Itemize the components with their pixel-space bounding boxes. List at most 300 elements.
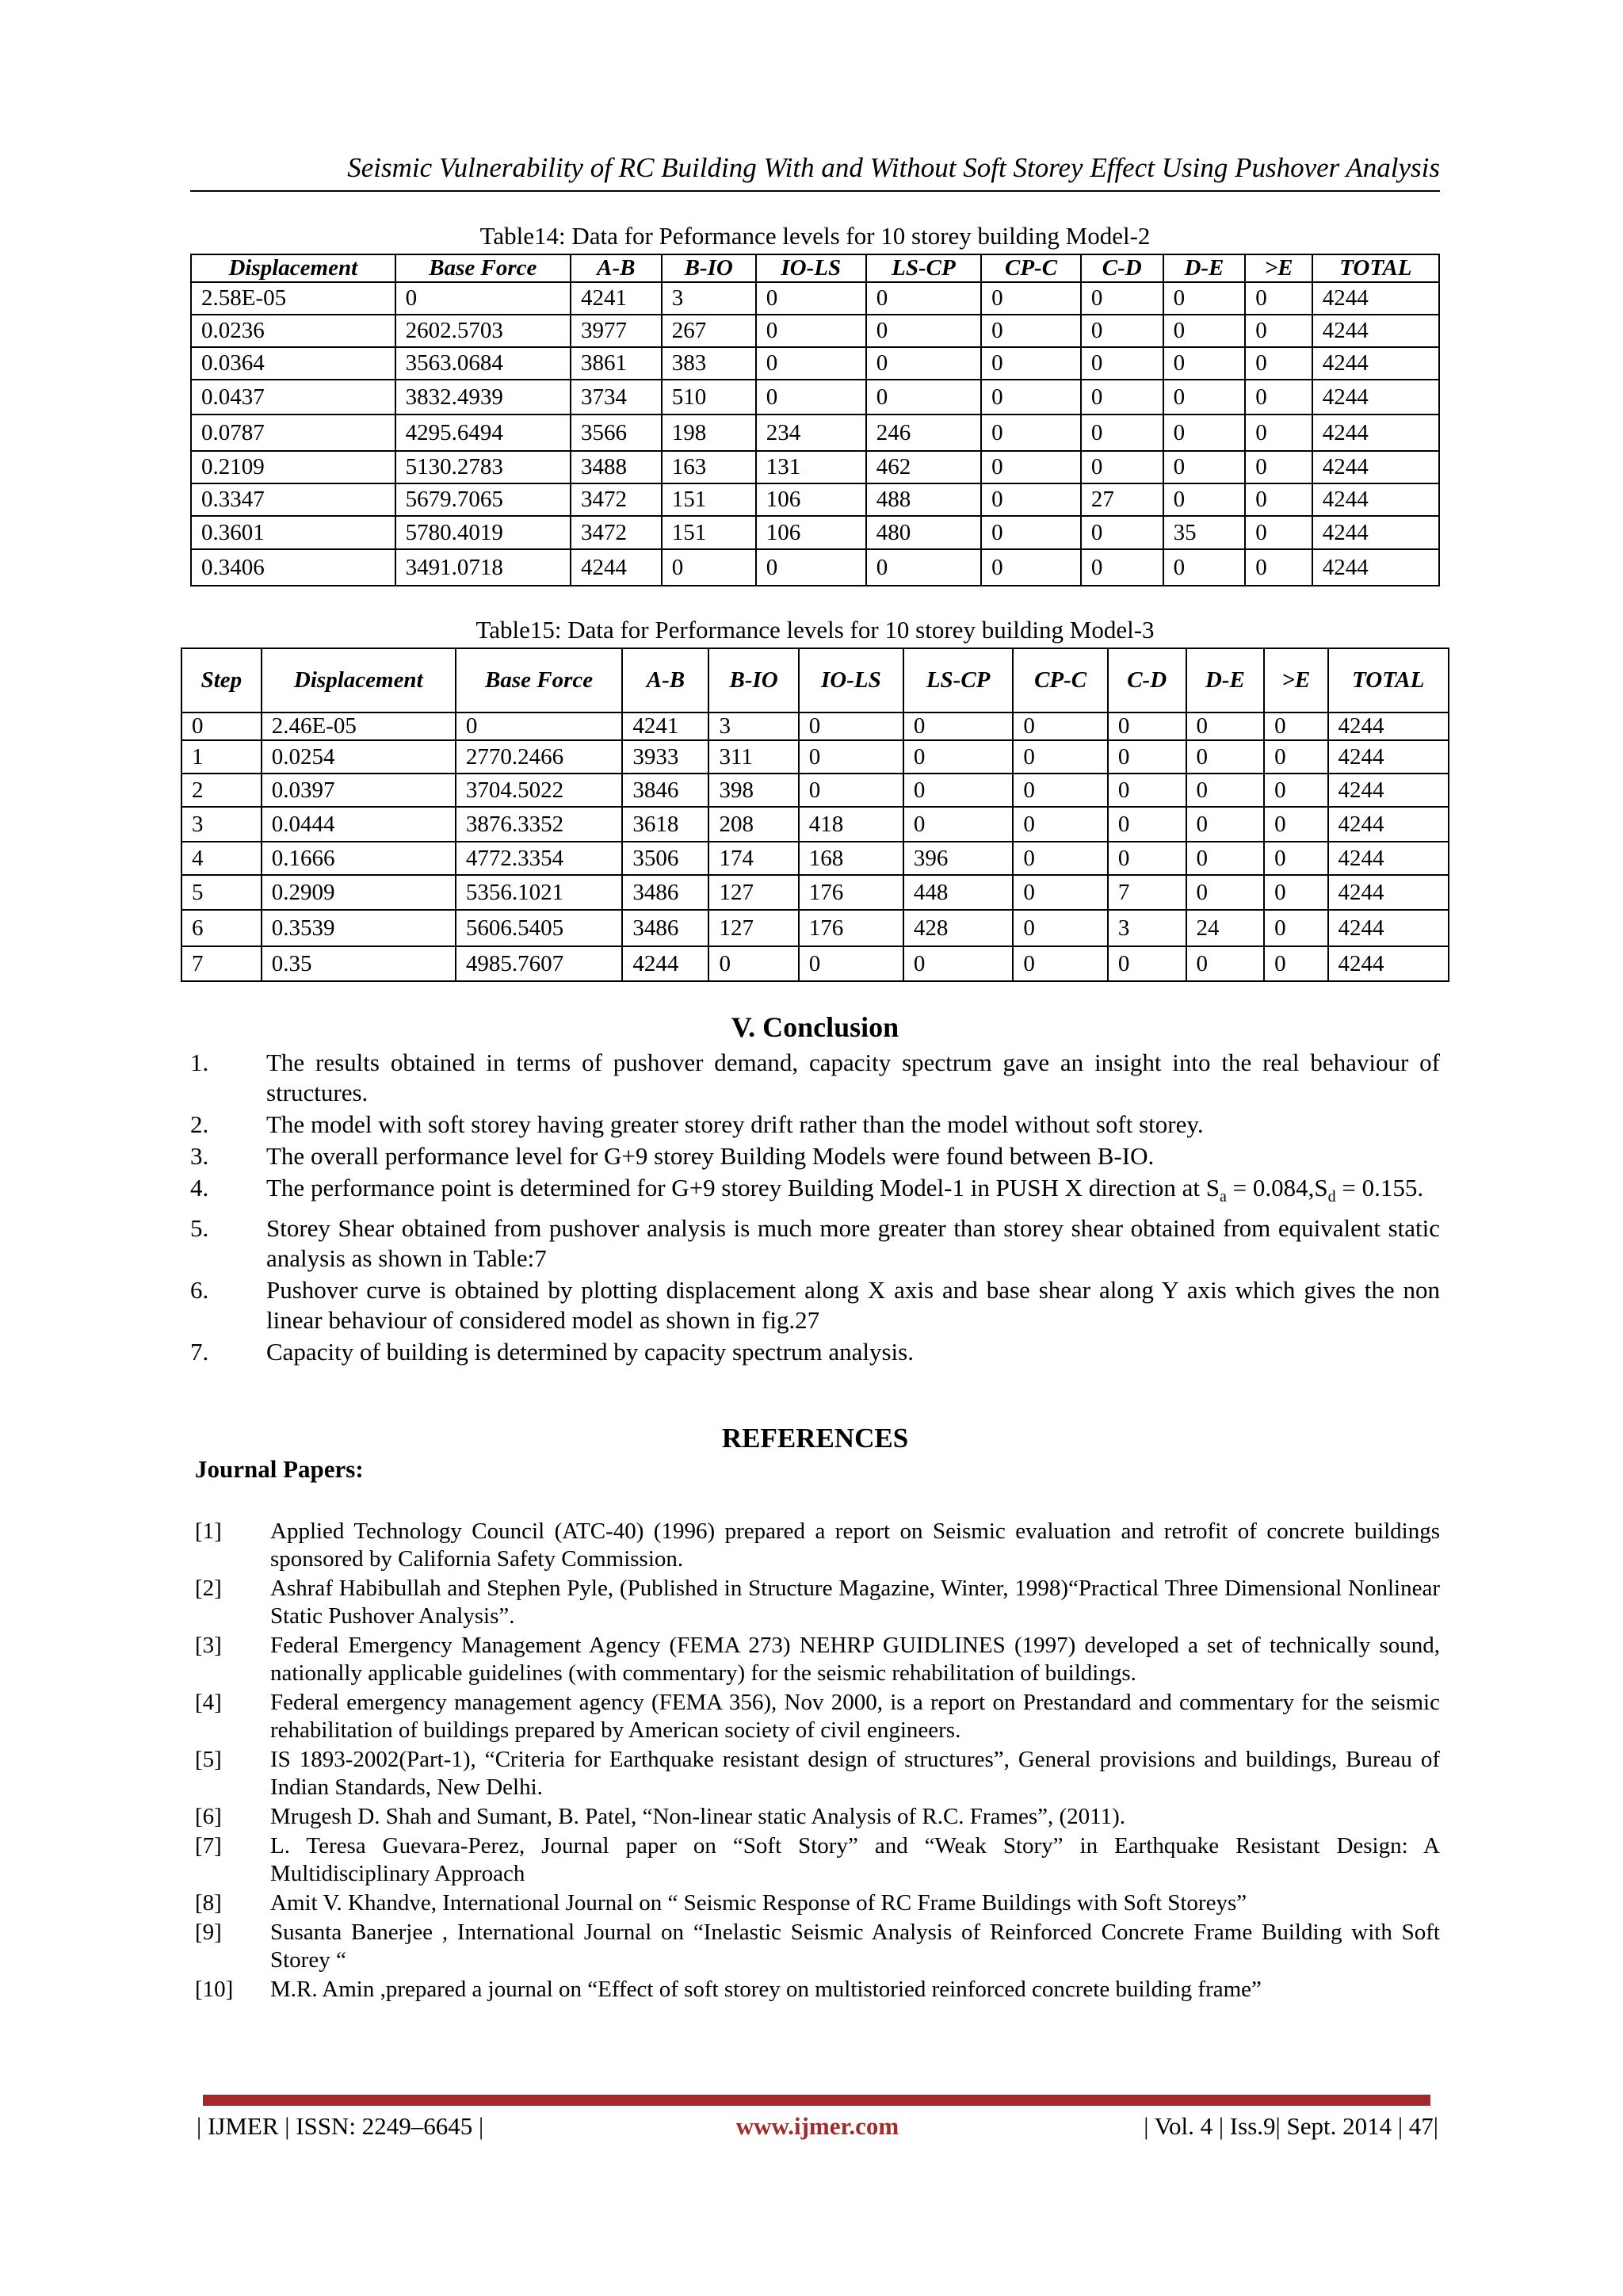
table-cell: 0 xyxy=(903,740,1013,774)
item-number: 7. xyxy=(190,1338,209,1366)
column-header: Displacement xyxy=(262,648,456,712)
table-cell: 0 xyxy=(1013,946,1108,981)
table-cell: 398 xyxy=(708,774,798,807)
list-item xyxy=(190,1275,1440,1335)
table-cell: 0 xyxy=(1245,451,1312,483)
table-cell: 7 xyxy=(1108,875,1186,910)
table-cell: 0 xyxy=(1108,740,1186,774)
footer xyxy=(197,2112,1438,2147)
column-header: LS-CP xyxy=(866,254,981,282)
footer-volume: | Vol. 4 | Iss.9| Sept. 2014 | 47| xyxy=(1144,2112,1438,2140)
table-row xyxy=(191,380,1439,415)
table-cell: 3704.5022 xyxy=(456,774,623,807)
table-cell: 0 xyxy=(1081,549,1163,586)
table-cell: 4244 xyxy=(1328,740,1449,774)
column-header: B-IO xyxy=(662,254,756,282)
column-header: B-IO xyxy=(708,648,798,712)
reference-number: [1] xyxy=(195,1519,222,1544)
table-cell: 0 xyxy=(756,315,866,347)
item-text-part: The performance point is determined for G+9 storey Building Model-1 in PUSH X direction at S xyxy=(266,1174,1220,1201)
column-header: D-E xyxy=(1186,648,1265,712)
table-cell: 0 xyxy=(708,946,798,981)
table-cell: 0 xyxy=(756,549,866,586)
conclusion-list xyxy=(190,1048,1440,1369)
table-cell: 0 xyxy=(1245,549,1312,586)
table-cell: 5130.2783 xyxy=(395,451,571,483)
column-header: IO-LS xyxy=(756,254,866,282)
table-cell: 0 xyxy=(1264,712,1327,740)
item-text: The model with soft storey having greater storey drift rather than the model without soft storey. xyxy=(266,1110,1204,1138)
list-item xyxy=(190,1213,1440,1274)
column-header: A-B xyxy=(622,648,708,712)
table-cell: 0 xyxy=(1108,842,1186,875)
table-cell: 3488 xyxy=(571,451,662,483)
item-text xyxy=(266,1173,1440,1212)
table-cell: 0 xyxy=(395,282,571,315)
table-cell: 3734 xyxy=(571,380,662,415)
table-cell: 0 xyxy=(981,516,1081,549)
table-cell: 4244 xyxy=(1312,549,1439,586)
item-number: 4. xyxy=(190,1174,209,1201)
table-cell: 0.35 xyxy=(262,946,456,981)
reference-item xyxy=(195,1689,1440,1744)
table-row xyxy=(181,712,1449,740)
table-cell: 0 xyxy=(1163,415,1246,451)
column-header: Base Force xyxy=(395,254,571,282)
table-cell: 3832.4939 xyxy=(395,380,571,415)
table-cell: 176 xyxy=(799,875,903,910)
table-cell: 0 xyxy=(1163,380,1246,415)
table-cell: 0 xyxy=(981,315,1081,347)
table-cell: 480 xyxy=(866,516,981,549)
table-cell: 4244 xyxy=(1328,842,1449,875)
table-cell: 0.1666 xyxy=(262,842,456,875)
table-cell: 0 xyxy=(1186,712,1265,740)
table-cell: 4244 xyxy=(1328,910,1449,946)
item-number: 3. xyxy=(190,1142,209,1170)
table-cell: 3563.0684 xyxy=(395,347,571,380)
table-cell: 3 xyxy=(181,807,262,842)
table-cell: 4244 xyxy=(1312,415,1439,451)
column-header: TOTAL xyxy=(1312,254,1439,282)
table-cell: 151 xyxy=(662,516,756,549)
table-cell: 0 xyxy=(1081,315,1163,347)
table-cell: 4244 xyxy=(1312,347,1439,380)
table-cell: 3472 xyxy=(571,483,662,516)
item-number: 5. xyxy=(190,1214,209,1243)
list-item xyxy=(190,1141,1440,1171)
column-header: A-B xyxy=(571,254,662,282)
table-cell: 0 xyxy=(799,946,903,981)
table-cell: 0 xyxy=(1108,807,1186,842)
table-cell: 4244 xyxy=(1328,774,1449,807)
list-item xyxy=(190,1048,1440,1108)
table-cell: 0 xyxy=(1264,875,1327,910)
reference-number: [3] xyxy=(195,1633,222,1658)
running-header: Seismic Vulnerability of RC Building With and Without Soft Storey Effect Using Pushover Analysis xyxy=(347,152,1440,183)
table-cell: 0 xyxy=(662,549,756,586)
table-row xyxy=(191,483,1439,516)
reference-text: M.R. Amin ,prepared a journal on “Effect of soft storey on multistoried reinforced concrete building frame” xyxy=(270,1977,1262,2002)
column-header: CP-C xyxy=(981,254,1081,282)
item-text: Capacity of building is determined by capacity spectrum analysis. xyxy=(266,1338,914,1366)
table-cell: 0 xyxy=(1245,415,1312,451)
reference-number: [2] xyxy=(195,1576,222,1601)
table-cell: 4244 xyxy=(571,549,662,586)
table-header-row xyxy=(191,254,1439,282)
table-cell: 0 xyxy=(1245,380,1312,415)
table-cell: 4244 xyxy=(1312,315,1439,347)
table-cell: 5780.4019 xyxy=(395,516,571,549)
table-cell: 168 xyxy=(799,842,903,875)
table-cell: 396 xyxy=(903,842,1013,875)
table-cell: 5 xyxy=(181,875,262,910)
table-cell: 0.0236 xyxy=(191,315,395,347)
table-row xyxy=(191,347,1439,380)
table-cell: 4244 xyxy=(1312,451,1439,483)
table-cell: 0 xyxy=(1163,549,1246,586)
table-cell: 0 xyxy=(1264,842,1327,875)
table-cell: 0 xyxy=(756,282,866,315)
header-rule xyxy=(190,190,1440,192)
table-cell: 2602.5703 xyxy=(395,315,571,347)
footer-issn: | IJMER | ISSN: 2249–6645 | xyxy=(197,2112,484,2140)
table-cell: 3506 xyxy=(622,842,708,875)
reference-item xyxy=(195,1832,1440,1888)
table-cell: 3977 xyxy=(571,315,662,347)
table-cell: 0 xyxy=(981,483,1081,516)
reference-text: Mrugesh D. Shah and Sumant, B. Patel, “Non-linear static Analysis of R.C. Frames”, (2011). xyxy=(270,1804,1126,1829)
list-item xyxy=(190,1110,1440,1140)
table-cell: 151 xyxy=(662,483,756,516)
table-cell: 0 xyxy=(866,347,981,380)
table-cell: 4244 xyxy=(1312,516,1439,549)
reference-item xyxy=(195,1803,1440,1831)
table-cell: 27 xyxy=(1081,483,1163,516)
table-cell: 0.0787 xyxy=(191,415,395,451)
table-row xyxy=(181,740,1449,774)
table-cell: 0.0437 xyxy=(191,380,395,415)
column-header: LS-CP xyxy=(903,648,1013,712)
table-cell: 4244 xyxy=(1328,712,1449,740)
table-cell: 0 xyxy=(1081,380,1163,415)
table-row xyxy=(191,315,1439,347)
table-row xyxy=(181,910,1449,946)
table14 xyxy=(190,254,1440,586)
table-cell: 2770.2466 xyxy=(456,740,623,774)
table-cell: 0 xyxy=(1264,910,1327,946)
table-cell: 208 xyxy=(708,807,798,842)
table-cell: 4295.6494 xyxy=(395,415,571,451)
reference-list xyxy=(195,1518,1440,2005)
table-cell: 0 xyxy=(456,712,623,740)
table-row xyxy=(181,875,1449,910)
table-cell: 428 xyxy=(903,910,1013,946)
table-cell: 127 xyxy=(708,910,798,946)
table-cell: 3861 xyxy=(571,347,662,380)
subscript: a xyxy=(1220,1188,1227,1206)
table-cell: 0 xyxy=(799,740,903,774)
table-cell: 0 xyxy=(1186,875,1265,910)
table-cell: 510 xyxy=(662,380,756,415)
table-cell: 3933 xyxy=(622,740,708,774)
item-text: The overall performance level for G+9 storey Building Models were found between B-IO. xyxy=(266,1142,1155,1170)
table-cell: 198 xyxy=(662,415,756,451)
table-cell: 3618 xyxy=(622,807,708,842)
table-cell: 0 xyxy=(866,315,981,347)
table-cell: 0 xyxy=(903,712,1013,740)
table-cell: 0 xyxy=(903,807,1013,842)
conclusion-heading: V. Conclusion xyxy=(731,1011,899,1043)
table-row xyxy=(181,842,1449,875)
table-row xyxy=(181,774,1449,807)
table-cell: 0.0444 xyxy=(262,807,456,842)
table-cell: 4244 xyxy=(1328,807,1449,842)
table-cell: 4244 xyxy=(1328,875,1449,910)
table-cell: 0 xyxy=(1108,946,1186,981)
table-cell: 0 xyxy=(866,549,981,586)
table-cell: 234 xyxy=(756,415,866,451)
table-cell: 5606.5405 xyxy=(456,910,623,946)
table-row xyxy=(181,946,1449,981)
reference-text: Amit V. Khandve, International Journal on “ Seismic Response of RC Frame Buildings with Soft Storeys” xyxy=(270,1890,1247,1916)
item-text: The results obtained in terms of pushover demand, capacity spectrum gave an insight into the real behaviour of structures. xyxy=(266,1049,1440,1106)
table-cell: 0 xyxy=(981,347,1081,380)
column-header: TOTAL xyxy=(1328,648,1449,712)
table-cell: 0 xyxy=(1245,483,1312,516)
table-cell: 0 xyxy=(756,380,866,415)
reference-text: Ashraf Habibullah and Stephen Pyle, (Published in Structure Magazine, Winter, 1998)“Practical Three Dimensional Nonlinear Static Pushover Analysis”. xyxy=(270,1576,1440,1629)
reference-text: L. Teresa Guevara-Perez, Journal paper on “Soft Story” and “Weak Story” in Earthquake Resistant Design: A Multidisciplinary Approach xyxy=(270,1833,1440,1886)
item-number: 6. xyxy=(190,1276,209,1305)
column-header: C-D xyxy=(1108,648,1186,712)
table-cell: 0.3539 xyxy=(262,910,456,946)
table-cell: 3 xyxy=(1108,910,1186,946)
reference-number: [8] xyxy=(195,1890,222,1916)
table-cell: 3491.0718 xyxy=(395,549,571,586)
table-cell: 0 xyxy=(1264,740,1327,774)
table-cell: 0 xyxy=(981,282,1081,315)
table-cell: 267 xyxy=(662,315,756,347)
table-cell: 0 xyxy=(1013,712,1108,740)
table-cell: 3846 xyxy=(622,774,708,807)
table-cell: 0 xyxy=(1081,347,1163,380)
table-cell: 1 xyxy=(181,740,262,774)
table-cell: 0 xyxy=(1013,842,1108,875)
table-cell: 462 xyxy=(866,451,981,483)
table-cell: 106 xyxy=(756,516,866,549)
table-cell: 0.2109 xyxy=(191,451,395,483)
table-cell: 0 xyxy=(1245,315,1312,347)
table-cell: 2.46E-05 xyxy=(262,712,456,740)
table-cell: 2 xyxy=(181,774,262,807)
table-cell: 0 xyxy=(981,451,1081,483)
table-cell: 0 xyxy=(1245,282,1312,315)
reference-text: Applied Technology Council (ATC-40) (1996) prepared a report on Seismic evaluation and retrofit of concrete buildings sponsored by California Safety Commission. xyxy=(270,1519,1440,1572)
table-cell: 0 xyxy=(1081,282,1163,315)
table-row xyxy=(191,282,1439,315)
table-cell: 0 xyxy=(1013,740,1108,774)
table15 xyxy=(181,648,1449,982)
table-row xyxy=(191,415,1439,451)
table-cell: 0 xyxy=(756,347,866,380)
table-cell: 0 xyxy=(1245,347,1312,380)
table-cell: 448 xyxy=(903,875,1013,910)
table-cell: 0 xyxy=(981,415,1081,451)
table-cell: 4985.7607 xyxy=(456,946,623,981)
table-cell: 0 xyxy=(1264,807,1327,842)
column-header: CP-C xyxy=(1013,648,1108,712)
table-cell: 0.0397 xyxy=(262,774,456,807)
table-cell: 3486 xyxy=(622,875,708,910)
table-cell: 4244 xyxy=(1312,282,1439,315)
table-cell: 0 xyxy=(981,380,1081,415)
reference-text: Susanta Banerjee , International Journal on “Inelastic Seismic Analysis of Reinforced Concrete Frame Building with Soft Storey “ xyxy=(270,1920,1440,1973)
reference-number: [5] xyxy=(195,1747,222,1772)
table-cell: 0 xyxy=(866,380,981,415)
table-header-row xyxy=(181,648,1449,712)
column-header: Displacement xyxy=(191,254,395,282)
table-cell: 131 xyxy=(756,451,866,483)
table-cell: 0 xyxy=(903,946,1013,981)
table-cell: 0.3601 xyxy=(191,516,395,549)
table-cell: 0 xyxy=(1081,451,1163,483)
table-cell: 0 xyxy=(1013,910,1108,946)
reference-text: IS 1893-2002(Part-1), “Criteria for Earthquake resistant design of structures”, General provisions and buildings, Bureau of Indian Standards, New Delhi. xyxy=(270,1747,1440,1800)
table-cell: 24 xyxy=(1186,910,1265,946)
table-cell: 0.2909 xyxy=(262,875,456,910)
item-text: Storey Shear obtained from pushover analysis is much more greater than storey shear obtained from equivalent static analysis as shown in Table:7 xyxy=(266,1214,1440,1273)
column-header: >E xyxy=(1245,254,1312,282)
reference-item xyxy=(195,1575,1440,1630)
table-cell: 488 xyxy=(866,483,981,516)
journal-papers-heading: Journal Papers: xyxy=(195,1455,364,1483)
item-text-part: = 0.155. xyxy=(1335,1174,1424,1201)
reference-text: Federal emergency management agency (FEMA 356), Nov 2000, is a report on Prestandard and commentary for the seismic rehabilitation of buildings prepared by American society of civil engineers. xyxy=(270,1690,1440,1743)
table-row xyxy=(191,549,1439,586)
reference-number: [10] xyxy=(195,1977,234,2002)
reference-item xyxy=(195,1746,1440,1801)
table-cell: 0 xyxy=(181,712,262,740)
table-cell: 4241 xyxy=(571,282,662,315)
reference-item xyxy=(195,1518,1440,1573)
table-row xyxy=(191,516,1439,549)
table-cell: 35 xyxy=(1163,516,1246,549)
table-cell: 0 xyxy=(1108,774,1186,807)
table-cell: 6 xyxy=(181,910,262,946)
table-cell: 3486 xyxy=(622,910,708,946)
item-number: 1. xyxy=(190,1049,209,1076)
table-cell: 106 xyxy=(756,483,866,516)
table-cell: 383 xyxy=(662,347,756,380)
column-header: >E xyxy=(1264,648,1327,712)
reference-number: [7] xyxy=(195,1833,222,1859)
table-cell: 127 xyxy=(708,875,798,910)
table15-caption: Table15: Data for Performance levels for 10 storey building Model-3 xyxy=(475,616,1155,644)
item-text: Pushover curve is obtained by plotting displacement along X axis and base shear along Y axis which gives the non linear behaviour of considered model as shown in fig.27 xyxy=(266,1276,1440,1335)
table-cell: 0.0254 xyxy=(262,740,456,774)
table-cell: 0 xyxy=(1013,774,1108,807)
table-row xyxy=(181,807,1449,842)
column-header: IO-LS xyxy=(799,648,903,712)
footer-bar xyxy=(203,2095,1430,2106)
table-cell: 0 xyxy=(1186,946,1265,981)
column-header: C-D xyxy=(1081,254,1163,282)
table-cell: 0 xyxy=(981,549,1081,586)
list-item xyxy=(190,1173,1440,1212)
table-cell: 0 xyxy=(1163,347,1246,380)
item-text-part: = 0.084,S xyxy=(1226,1174,1328,1201)
table-cell: 176 xyxy=(799,910,903,946)
table-cell: 0 xyxy=(1245,516,1312,549)
table-cell: 0 xyxy=(1081,516,1163,549)
table-cell: 0 xyxy=(1013,875,1108,910)
table-cell: 2.58E-05 xyxy=(191,282,395,315)
column-header: Base Force xyxy=(456,648,623,712)
table-cell: 0 xyxy=(866,282,981,315)
table-cell: 0 xyxy=(799,712,903,740)
column-header: D-E xyxy=(1163,254,1246,282)
reference-text: Federal Emergency Management Agency (FEMA 273) NEHRP GUIDLINES (1997) developed a set of technically sound, nationally applicable guidelines (with commentary) for the seismic rehabilitation of buildings. xyxy=(270,1633,1440,1686)
table-cell: 0 xyxy=(903,774,1013,807)
table-cell: 3472 xyxy=(571,516,662,549)
reference-number: [9] xyxy=(195,1920,222,1945)
table-cell: 163 xyxy=(662,451,756,483)
table-cell: 3 xyxy=(662,282,756,315)
table-cell: 0 xyxy=(1163,483,1246,516)
table-cell: 0 xyxy=(1186,807,1265,842)
table-cell: 4244 xyxy=(622,946,708,981)
table-cell: 3566 xyxy=(571,415,662,451)
table-cell: 0 xyxy=(1163,451,1246,483)
reference-item xyxy=(195,1889,1440,1917)
reference-number: [6] xyxy=(195,1804,222,1829)
table-cell: 0 xyxy=(1264,774,1327,807)
table-cell: 0 xyxy=(1186,774,1265,807)
subscript: d xyxy=(1327,1188,1336,1206)
table-row xyxy=(191,451,1439,483)
table-cell: 0 xyxy=(1264,946,1327,981)
table-cell: 0.3347 xyxy=(191,483,395,516)
reference-number: [4] xyxy=(195,1690,222,1715)
table-cell: 5356.1021 xyxy=(456,875,623,910)
list-item xyxy=(190,1337,1440,1367)
table-cell: 4241 xyxy=(622,712,708,740)
table-cell: 0 xyxy=(1186,842,1265,875)
table-cell: 0 xyxy=(799,774,903,807)
table-cell: 4772.3354 xyxy=(456,842,623,875)
table-cell: 174 xyxy=(708,842,798,875)
table-cell: 3 xyxy=(708,712,798,740)
table-cell: 4244 xyxy=(1328,946,1449,981)
table-cell: 7 xyxy=(181,946,262,981)
table-cell: 3876.3352 xyxy=(456,807,623,842)
reference-item xyxy=(195,1919,1440,1974)
references-heading: REFERENCES xyxy=(721,1423,909,1454)
table-cell: 0 xyxy=(1186,740,1265,774)
table-cell: 4244 xyxy=(1312,483,1439,516)
table-cell: 4 xyxy=(181,842,262,875)
table-cell: 0.0364 xyxy=(191,347,395,380)
table-cell: 0 xyxy=(1163,315,1246,347)
table-cell: 0 xyxy=(1081,415,1163,451)
item-number: 2. xyxy=(190,1110,209,1138)
table-cell: 246 xyxy=(866,415,981,451)
footer-website-link[interactable]: www.ijmer.com xyxy=(735,2112,899,2140)
table-cell: 311 xyxy=(708,740,798,774)
table-cell: 0 xyxy=(1108,712,1186,740)
table-cell: 5679.7065 xyxy=(395,483,571,516)
